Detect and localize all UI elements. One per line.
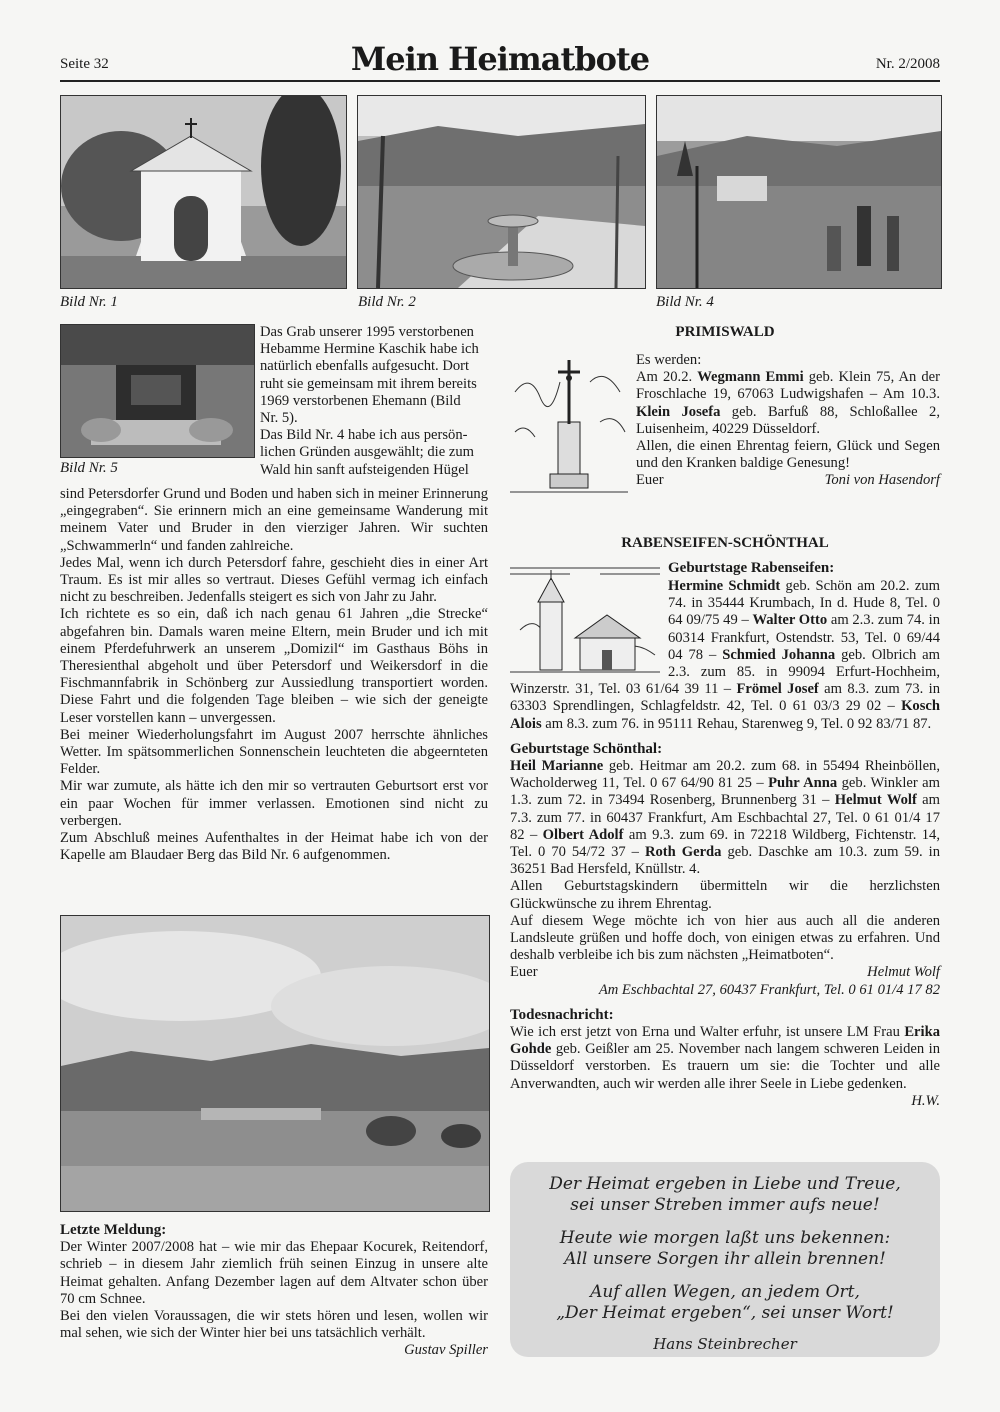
primiswald-heading: PRIMISWALD bbox=[675, 324, 775, 340]
celebrant-name: Kosch Alois bbox=[510, 698, 940, 732]
poem-line: Der Heimat ergeben in Liebe und Treue, bbox=[549, 1174, 901, 1194]
article-body bbox=[60, 486, 488, 864]
celebrant-name: Puhr Anna bbox=[768, 775, 838, 792]
celebrant-name: Schmied Johanna bbox=[722, 646, 836, 663]
intro-line: Wald hin sanft aufsteigenden Hügel bbox=[260, 461, 469, 478]
schoenthal-birthdays bbox=[510, 758, 940, 878]
letzte-meldung-section bbox=[60, 1222, 488, 1360]
celebrant-name: Walter Otto bbox=[752, 612, 828, 629]
obituary-text: Wie ich erst jetzt von Erna und Walter erfuhr, ist unsere LM Frau bbox=[510, 1024, 905, 1041]
article-paragraph: Bei meiner Wiederholungsfahrt im August 2007 herrschte ähnliches Wetter. Im spätsommerlichen Sonnenschein leuchteten die abgeernteten Felder. bbox=[60, 726, 488, 778]
entry-details: am 2.3. zum 74. in 60314 Frankfurt, Ostendstr. 53, Tel. 0 69/44 04 78 – bbox=[668, 612, 940, 663]
entry-details: am 8.3. zum 76. in 95111 Rehau, Starenweg 9, Tel. 0 92 83/71 87. bbox=[541, 715, 932, 732]
entry-details: geb. Winkler am 1.3. zum 72. in 73494 Rosenberg, Brunnenberg 31 – bbox=[510, 775, 940, 809]
entry-details: geb. Daschke am 10.3. zum 59. in 36251 Bad Hersfeld, Knüllstr. 4. bbox=[510, 844, 940, 878]
intro-line: lichen Gründen ausgewählt; die zum bbox=[260, 444, 474, 461]
article-paragraph: Mir war zumute, als hätte ich den mir so vertrauten Geburtsort erst vor ein paar Wochen für immer verlassen. Emotionen sind nicht zu verbergen. bbox=[60, 778, 488, 829]
intro-line: ruht sie gemeinsam mit ihrem bereits bbox=[260, 375, 477, 392]
letzte-meldung-paragraph: Bei den vielen Voraussagen, die wir stets hören und lesen, wollen wir mal sehen, wie sich der Winter hier bei uns tatsächlich verhält. bbox=[60, 1308, 488, 1342]
celebrant-name: Frömel Josef bbox=[736, 681, 819, 698]
poem-box bbox=[510, 1162, 940, 1357]
celebrant-name: Heil Marianne bbox=[510, 758, 604, 775]
photo-landscape bbox=[60, 915, 490, 1212]
primiswald-author: Toni von Hasendorf bbox=[824, 472, 940, 489]
primiswald-intro: Es werden: bbox=[636, 352, 702, 368]
intro-line: 1969 verstorbenen Ehemann (Bild bbox=[260, 392, 461, 409]
rabenseifen-author: Helmut Wolf bbox=[867, 964, 940, 981]
celebrant-name: Hermine Schmidt bbox=[668, 578, 781, 594]
entry-details: am 9.3. zum 69. in 72218 Wildberg, Fichtenstr. 14, Tel. 0 70 54/72 37 – bbox=[510, 826, 940, 861]
poem-line: „Der Heimat ergeben“, sei unser Wort! bbox=[556, 1303, 894, 1323]
intro-line: Hebamme Hermine Kaschik habe ich bbox=[260, 341, 479, 358]
entry-details: geb. Schön am 20.2. zum 74. in 35444 Krumbach, In d. Hude 8, Tel. 0 64 09/75 49 – bbox=[668, 578, 940, 629]
intro-line: Das Bild Nr. 4 habe ich aus persön- bbox=[260, 427, 468, 444]
illustration-spacer bbox=[510, 578, 668, 674]
caption-bild-1: Bild Nr. 1 bbox=[60, 294, 118, 310]
caption-bild-5: Bild Nr. 5 bbox=[60, 460, 118, 476]
masthead-title: Mein Heimatbote bbox=[350, 40, 650, 78]
entry-details: geb. Olbrich am 2.3. zum 85. in 99094 Erfurt-Hochheim, Winzerstr. 31, Tel. 03 61/64 39 11 – bbox=[510, 646, 941, 698]
issue-number: Nr. 2/2008 bbox=[875, 56, 940, 72]
primiswald-closing: Euer bbox=[636, 472, 664, 489]
photo-grave bbox=[60, 324, 255, 458]
photo-hillside-cemetery bbox=[656, 95, 942, 289]
rabenseifen-heading: RABENSEIFEN-SCHÖNTHAL bbox=[621, 535, 829, 551]
todesnachricht-title: Todesnachricht: bbox=[510, 1006, 614, 1023]
entry-details: am 7.3. zum 77. in 60437 Frankfurt, Am Eschbachtal 27, Tel. 0 61 01/4 17 82 – bbox=[510, 792, 940, 843]
poem-stanza bbox=[510, 1282, 940, 1324]
article-paragraph: Ich richtete es so ein, daß ich nach genau 61 Jahren „die Strecke“ abgefahren bin. Damals waren meine Eltern, mein Bruder und ich mit einem Pferdefuhrwerk an unserem „Domizil“ im Gasthaus Böhs in Theresienthal abgeholt und über Petersdorf und Weikersdorf in die Fischmannfabrik in Schönberg zur Aussiedlung transportiert worden. Diese Fahrt und die folgenden Tage bleiben – wie sich der geneigte Leser vorstellen kann – unvergessen. bbox=[60, 606, 488, 726]
poem-stanza bbox=[510, 1228, 940, 1270]
caption-bild-2: Bild Nr. 2 bbox=[358, 294, 416, 310]
todesnachricht-author: H.W. bbox=[911, 1092, 940, 1109]
celebrant-name: Olbert Adolf bbox=[542, 826, 624, 843]
entry-details: geb. Klein 75, An der Froschlache 19, 67063 Ludwigshafen – Am 10.3. bbox=[636, 369, 941, 403]
article-intro bbox=[260, 324, 488, 479]
intro-line: Das Grab unserer 1995 verstorbenen bbox=[260, 324, 474, 340]
rabenseifen-birthdays bbox=[510, 578, 940, 733]
entry-details: geb. Barfuß 88, Schloßallee 2, Luisenheim, 40229 Düsseldorf. bbox=[636, 403, 940, 437]
todesnachricht-text bbox=[510, 1024, 940, 1093]
letzte-meldung-author: Gustav Spiller bbox=[404, 1342, 488, 1359]
caption-bild-4: Bild Nr. 4 bbox=[656, 294, 714, 310]
poem-stanza bbox=[510, 1174, 940, 1216]
rabenseifen-wishes: Allen Geburtstagskindern übermitteln wir die herzlichsten Glückwünsche zu ihrem Ehrentag. bbox=[510, 878, 940, 912]
rabenseifen-body bbox=[510, 578, 940, 1110]
header-rule bbox=[60, 80, 940, 82]
page-number: Seite 32 bbox=[60, 56, 109, 72]
rabenseifen-subheading: Geburtstage Rabenseifen: bbox=[668, 560, 835, 576]
article-paragraph: Zum Abschluß meines Aufenthaltes in der Heimat habe ich von der Kapelle am Blaudaer Berg das Bild Nr. 6 aufgenommen. bbox=[60, 830, 488, 864]
rabenseifen-closing: Euer bbox=[510, 964, 538, 981]
primiswald-body bbox=[636, 352, 940, 490]
wayside-cross-illustration bbox=[510, 352, 628, 498]
poem-line: Auf allen Wegen, an jedem Ort, bbox=[590, 1282, 860, 1302]
rabenseifen-subhead-block bbox=[668, 560, 940, 577]
poem-author: Hans Steinbrecher bbox=[653, 1335, 797, 1353]
rabenseifen-greeting: Auf diesem Wege möchte ich von hier aus auch all die anderen Landsleute grüßen und hoffe doch, von einigen etwas zu erfahren. Und deshalb verbleibe ich bis zum nächsten „Heimatboten“. bbox=[510, 912, 940, 964]
poem-line: sei unser Streben immer aufs neue! bbox=[570, 1195, 880, 1215]
intro-line: natürlich ebenfalls aufgesucht. Dort bbox=[260, 358, 470, 375]
poem-line: All unsere Sorgen ihr allein brennen! bbox=[564, 1249, 886, 1269]
entry-details: am 8.3. zum 73. in 63303 Sprendlingen, Schlagfeldstr. 42, Tel. 0 61 03/3 29 02 – bbox=[510, 681, 940, 715]
article-paragraph: sind Petersdorfer Grund und Boden und haben sich in meiner Erinnerung „eingegraben“. Sie erinnern mich an eine gemeinsame Wanderung mit meinem Vater und Bruder in den vierziger Jahren. Wir suchten „Schwammerln“ und fanden zahlreiche. bbox=[60, 486, 488, 554]
obituary-text: geb. Geißler am 25. November nach langem schweren Leiden in Düsseldorf verstorben. Es trauern um sie: die Tochter und alle Anverwandten, auch wir werden alle ihrer Seele in Liebe gedenken. bbox=[510, 1041, 940, 1092]
rabenseifen-address: Am Eschbachtal 27, 60437 Frankfurt, Tel. 0 61 01/4 17 82 bbox=[598, 981, 940, 998]
schoenthal-subheading: Geburtstage Schönthal: bbox=[510, 740, 663, 757]
entry-details: geb. Heitmar am 20.2. zum 68. in 55494 Rheinböllen, Wacholderweg 11, Tel. 0 67 64/90 81 25 – bbox=[510, 758, 940, 792]
celebrant-name: Roth Gerda bbox=[644, 844, 722, 861]
article-paragraph: Jedes Mal, wenn ich durch Petersdorf fahre, geschieht dies in einer Art Traum. Es ist mir alles so vertraut. Dieses Gefühl vermag ich einfach nicht zu beschreiben. Jedenfalls steigert es sich von Jahr zu Jahr. bbox=[60, 554, 488, 606]
photo-cemetery-fountain bbox=[357, 95, 646, 289]
entry-prefix: Am 20.2. bbox=[636, 369, 698, 386]
intro-line: Nr. 5). bbox=[260, 410, 298, 427]
celebrant-name: Helmut Wolf bbox=[834, 792, 917, 809]
primiswald-wishes: Allen, die einen Ehrentag feiern, Glück und Segen und den Kranken baldige Genesung! bbox=[636, 438, 940, 472]
celebrant-name: Wegmann Emmi bbox=[697, 369, 804, 386]
letzte-meldung-paragraph: Der Winter 2007/2008 hat – wie mir das Ehepaar Kocurek, Reitendorf, schrieb – in diesem Jahr ziemlich früh seinen Einzug in unsere alte Heimat gehalten. Anfang Dezember lagen auf dem Altvater schon über 70 cm Schnee. bbox=[60, 1239, 488, 1307]
celebrant-name: Klein Josefa bbox=[636, 403, 721, 420]
letzte-meldung-title: Letzte Meldung: bbox=[60, 1222, 167, 1238]
deceased-name: Erika Gohde bbox=[510, 1024, 940, 1058]
photo-chapel bbox=[60, 95, 347, 289]
poem-line: Heute wie morgen laßt uns bekennen: bbox=[559, 1228, 891, 1248]
primiswald-entries bbox=[636, 369, 940, 438]
